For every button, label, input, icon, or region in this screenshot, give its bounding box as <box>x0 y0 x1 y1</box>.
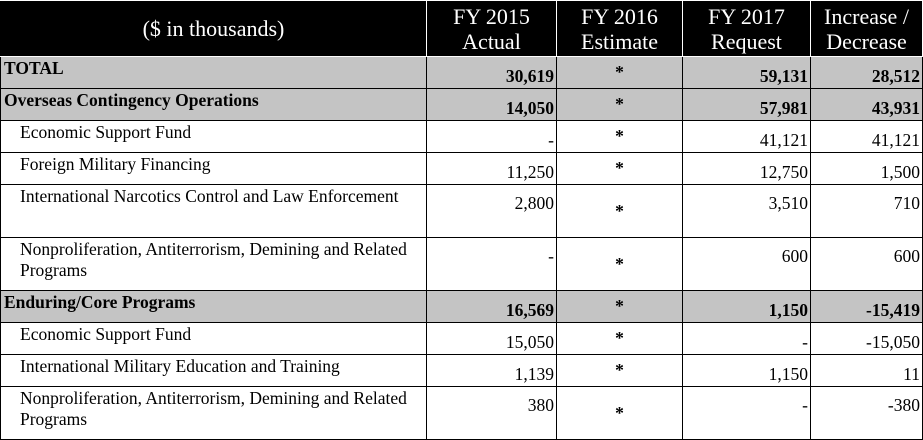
cell-fy2015: 15,050 <box>427 323 557 355</box>
cell-fy2015: 11,250 <box>427 153 557 185</box>
cell-fy2016: * <box>557 387 683 440</box>
cell-fy2015: 14,050 <box>427 89 557 121</box>
cell-fy2017: 59,131 <box>683 57 811 89</box>
row-label: Economic Support Fund <box>1 121 427 153</box>
cell-change: 11 <box>811 355 923 387</box>
cell-change: 710 <box>811 185 923 238</box>
cell-fy2016: * <box>557 153 683 185</box>
cell-fy2017: 12,750 <box>683 153 811 185</box>
cell-change: 41,121 <box>811 121 923 153</box>
table-row-enduring <box>1 291 923 323</box>
cell-fy2016: * <box>557 89 683 121</box>
cell-fy2017: - <box>683 387 811 440</box>
cell-change: -380 <box>811 387 923 440</box>
cell-fy2015: 2,800 <box>427 185 557 238</box>
cell-change: 43,931 <box>811 89 923 121</box>
cell-change: -15,050 <box>811 323 923 355</box>
row-label: International Military Education and Training <box>1 355 427 387</box>
row-label: International Narcotics Control and Law Enforcement <box>1 185 427 238</box>
row-label: Nonproliferation, Antiterrorism, Demining and Related Programs <box>1 238 427 291</box>
cell-fy2015: 380 <box>427 387 557 440</box>
header-increase-decrease: Increase / Decrease <box>811 1 923 57</box>
cell-fy2017: 600 <box>683 238 811 291</box>
cell-change: -15,419 <box>811 291 923 323</box>
table-row <box>1 153 923 185</box>
cell-fy2017: 1,150 <box>683 355 811 387</box>
cell-fy2015: - <box>427 121 557 153</box>
table-header <box>1 1 923 57</box>
table-row <box>1 355 923 387</box>
cell-fy2015: 1,139 <box>427 355 557 387</box>
header-fy2017-request: FY 2017 Request <box>683 1 811 57</box>
table-row <box>1 323 923 355</box>
cell-fy2015: - <box>427 238 557 291</box>
cell-fy2016: * <box>557 185 683 238</box>
table-row <box>1 185 923 238</box>
cell-fy2017: 41,121 <box>683 121 811 153</box>
table-row-oco <box>1 89 923 121</box>
cell-fy2015: 16,569 <box>427 291 557 323</box>
cell-fy2016: * <box>557 323 683 355</box>
cell-change: 600 <box>811 238 923 291</box>
cell-change: 1,500 <box>811 153 923 185</box>
header-units: ($ in thousands) <box>1 1 427 57</box>
cell-fy2017: 57,981 <box>683 89 811 121</box>
cell-fy2016: * <box>557 291 683 323</box>
cell-fy2016: * <box>557 121 683 153</box>
cell-change: 28,512 <box>811 57 923 89</box>
row-label: Economic Support Fund <box>1 323 427 355</box>
row-label: Overseas Contingency Operations <box>1 89 427 121</box>
table-row-total <box>1 57 923 89</box>
cell-fy2016: * <box>557 57 683 89</box>
cell-fy2015: 30,619 <box>427 57 557 89</box>
header-fy2016-estimate: FY 2016 Estimate <box>557 1 683 57</box>
cell-fy2017: 1,150 <box>683 291 811 323</box>
row-label: Nonproliferation, Antiterrorism, Demining and Related Programs <box>1 387 427 440</box>
cell-fy2016: * <box>557 355 683 387</box>
row-label: Foreign Military Financing <box>1 153 427 185</box>
cell-fy2017: 3,510 <box>683 185 811 238</box>
table-row <box>1 238 923 291</box>
header-fy2015-actual: FY 2015 Actual <box>427 1 557 57</box>
row-label: TOTAL <box>1 57 427 89</box>
table-row <box>1 387 923 440</box>
cell-fy2017: - <box>683 323 811 355</box>
table-row <box>1 121 923 153</box>
row-label: Enduring/Core Programs <box>1 291 427 323</box>
cell-fy2016: * <box>557 238 683 291</box>
header-row <box>1 1 923 57</box>
